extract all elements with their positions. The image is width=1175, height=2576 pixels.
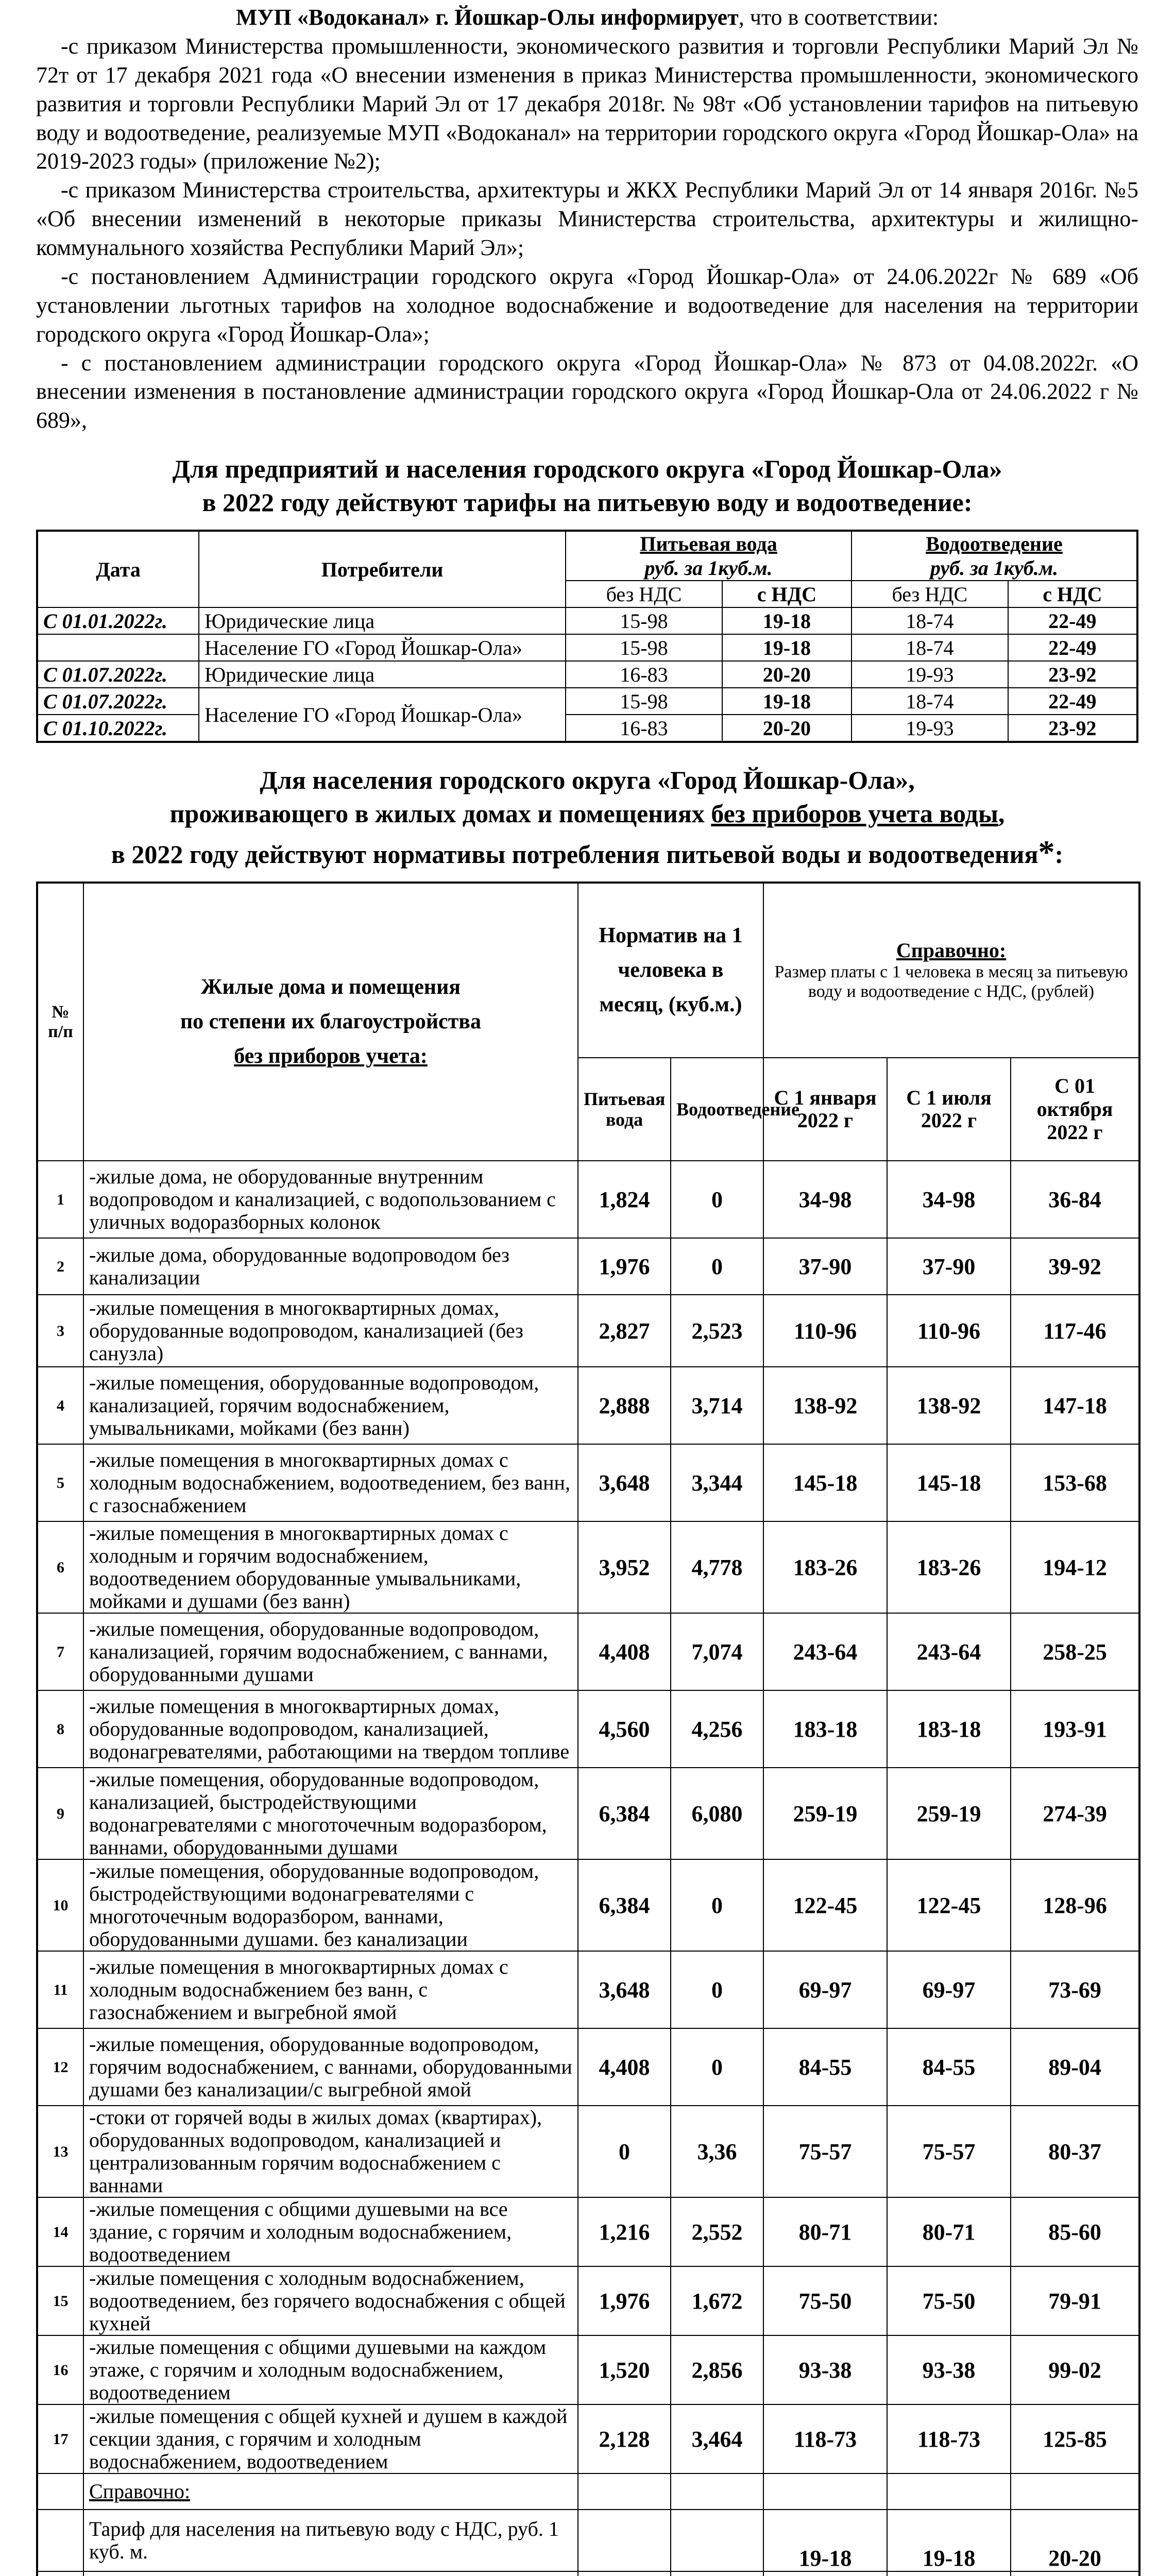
norm-row-oct: 85-60: [1011, 2197, 1139, 2266]
norms-heading-line2-a: проживающего в жилых домах и помещениях: [169, 799, 711, 828]
norm-row-sewer: 6,080: [671, 1768, 763, 1859]
norm-row-number: 11: [37, 1951, 83, 2028]
ref-row: [37, 2510, 1139, 2571]
tariff-water-no-vat: 15-98: [566, 607, 722, 634]
norm-row-jul: 34-98: [887, 1161, 1011, 1238]
norm-row-oct: 274-39: [1011, 1768, 1139, 1859]
norm-row-oct: 39-92: [1011, 1238, 1139, 1295]
norm-row-sewer: 2,552: [671, 2197, 763, 2266]
norm-row-sewer: 3,464: [671, 2404, 763, 2473]
tariff-row: [37, 634, 1137, 661]
norm-row: [37, 1521, 1139, 1613]
norm-row-sewer: 7,074: [671, 1613, 763, 1690]
tariff-row: [37, 661, 1137, 688]
norm-row-sewer: 4,778: [671, 1521, 763, 1613]
norm-row-sewer: 1,672: [671, 2266, 763, 2335]
norm-row-description: -жилые помещения, оборудованные водопроводом, горячим водоснабжением, с ваннами, оборудованными душами без канализации/с выгребной ямой: [83, 2028, 578, 2106]
norm-row: [37, 1161, 1139, 1238]
norms-col-num: № п/п: [37, 883, 83, 1161]
norm-row-jan: 183-18: [763, 1690, 887, 1768]
norm-row-jan: 122-45: [763, 1859, 887, 1951]
tariff-sewer-vat: 23-92: [1008, 661, 1137, 688]
norm-row-jul: 183-18: [887, 1690, 1011, 1768]
norm-row-water: 6,384: [578, 1768, 671, 1859]
tariff-date: [37, 634, 199, 661]
tariffs-water-vat: с НДС: [722, 581, 852, 607]
tariff-sewer-no-vat: 18-74: [852, 634, 1008, 661]
tariff-sewer-vat: 23-92: [1008, 715, 1137, 742]
tariffs-sewer-no-vat: без НДС: [852, 581, 1008, 607]
tariff-sewer-no-vat: 19-93: [852, 661, 1008, 688]
tariff-consumer: Население ГО «Город Йошкар-Ола»: [199, 634, 566, 661]
norm-row: [37, 2106, 1139, 2197]
norm-row-jan: 37-90: [763, 1238, 887, 1295]
norm-row-water: 2,128: [578, 2404, 671, 2473]
norm-row-number: 10: [37, 1859, 83, 1951]
norm-row-jul: 75-57: [887, 2106, 1011, 2197]
norm-row-number: 3: [37, 1295, 83, 1367]
norms-col-desc: [83, 883, 578, 1161]
ref-empty: [578, 2571, 671, 2576]
norms-col-ref-subtitle: Размер платы с 1 человека в месяц за питьевую воду и водоотведение с НДС, (рублей): [774, 962, 1128, 1002]
ref-label-row: [37, 2473, 1139, 2510]
norm-row-description: -жилые помещения в многоквартирных домах с холодным водоснабжением, водоотведением, без ванн, с газоснабжением: [83, 1444, 578, 1521]
norm-row-number: 2: [37, 1238, 83, 1295]
norm-row: [37, 1444, 1139, 1521]
tariffs-col-water-unit: руб. за 1куб.м.: [644, 556, 773, 580]
norm-row: [37, 2197, 1139, 2266]
tariffs-col-date: Дата: [37, 531, 199, 607]
ref-empty: [671, 2571, 763, 2576]
norms-col-desc-line1: Жилые дома и помещения: [200, 975, 461, 999]
norm-row-description: -жилые дома, не оборудованные внутренним водопроводом и канализацией, с водопользованием с уличных водоразборных колонок: [83, 1161, 578, 1238]
norm-row-water: 1,216: [578, 2197, 671, 2266]
norm-row-sewer: 0: [671, 2028, 763, 2106]
tariffs-table: [36, 530, 1138, 743]
norm-row-number: 12: [37, 2028, 83, 2106]
tariff-row: [37, 607, 1137, 634]
norm-row-jul: 93-38: [887, 2335, 1011, 2404]
norm-row-jan: 34-98: [763, 1161, 887, 1238]
tariff-water-vat: 19-18: [722, 607, 852, 634]
norm-row-oct: 194-12: [1011, 1521, 1139, 1613]
norm-row-jul: 122-45: [887, 1859, 1011, 1951]
tariff-water-vat: 20-20: [722, 661, 852, 688]
norm-row-sewer: 4,256: [671, 1690, 763, 1768]
norms-heading-line3-text: в 2022 году действуют нормативы потребления питьевой воды и водоотведения: [111, 840, 1038, 869]
norm-row-jan: 118-73: [763, 2404, 887, 2473]
norm-row-number: 4: [37, 1367, 83, 1444]
norm-row-water: 3,952: [578, 1521, 671, 1613]
intro-paragraph-2: -с приказом Министерства строительства, архитектуры и ЖКХ Республики Марий Эл от 14 января 2016г. №5 «Об внесении изменений в некоторые приказы Министерства строительства, архитектуры и жилищно-коммунального хозяйства Республики Марий Эл»;: [36, 177, 1138, 260]
tariff-row: [37, 688, 1137, 715]
norm-row: [37, 1238, 1139, 1295]
norm-row-jan: 75-57: [763, 2106, 887, 2197]
norm-row-oct: 80-37: [1011, 2106, 1139, 2197]
intro-paragraph-4: - с постановлением администрации городского округа «Город Йошкар-Ола» № 873 от 04.08.2022г. «О внесении изменения в постановление администрации городского округа «Город Йошкар-Ола от 24.06.2022 г № 689»,: [36, 350, 1138, 433]
tariff-date: С 01.10.2022г.: [37, 715, 199, 742]
ref-empty: [37, 2473, 83, 2510]
tariffs-heading: [36, 452, 1138, 519]
norm-row-oct: 193-91: [1011, 1690, 1139, 1768]
norm-row-sewer: 3,36: [671, 2106, 763, 2197]
tariff-date: С 01.07.2022г.: [37, 661, 199, 688]
norm-row-description: -стоки от горячей воды в жилых домах (квартирах), оборудованных водопроводом, канализацией и централизованным горячим водоснабжением с ваннами: [83, 2106, 578, 2197]
norm-row-description: -жилые помещения, оборудованные водопроводом, быстродействующими водонагревателями с многоточечным водоразбором, ваннами, оборудованными душами. без канализации: [83, 1859, 578, 1951]
ref-row-jul: [887, 2571, 1011, 2576]
norm-row-number: 16: [37, 2335, 83, 2404]
tariffs-heading-line1: Для предприятий и населения городского округа «Город Йошкар-Ола»: [172, 454, 1002, 484]
ref-empty: [671, 2473, 763, 2510]
norms-heading: [36, 764, 1138, 873]
tariff-sewer-no-vat: 18-74: [852, 607, 1008, 634]
norm-row-oct: 36-84: [1011, 1161, 1139, 1238]
norm-row-jul: 118-73: [887, 2404, 1011, 2473]
norm-row: [37, 1951, 1139, 2028]
norms-col-jul: С 1 июля 2022 г: [887, 1058, 1011, 1161]
norm-row-sewer: 2,856: [671, 2335, 763, 2404]
intro-lead: [36, 3, 1138, 32]
tariff-water-vat: 19-18: [722, 688, 852, 715]
tariffs-col-water-title: Питьевая вода: [640, 532, 777, 556]
norm-row-water: 1,976: [578, 1238, 671, 1295]
norm-row-description: -жилые помещения в многоквартирных домах с холодным и горячим водоснабжением, водоотведением оборудованные умывальниками, мойками и душами (без ванн): [83, 1521, 578, 1613]
norm-row-water: 4,408: [578, 1613, 671, 1690]
norm-row-description: -жилые помещения, оборудованные водопроводом, канализацией, горячим водоснабжением, с ваннами, оборудованными душами: [83, 1613, 578, 1690]
ref-empty: [37, 2571, 83, 2576]
tariff-water-no-vat: 16-83: [566, 661, 722, 688]
norm-row: [37, 2266, 1139, 2335]
norms-col-norm: Норматив на 1 человека в месяц, (куб.м.): [578, 883, 763, 1058]
norm-row-number: 7: [37, 1613, 83, 1690]
norm-row-water: 4,560: [578, 1690, 671, 1768]
norm-row-jul: 183-26: [887, 1521, 1011, 1613]
norms-heading-star: *: [1038, 834, 1055, 871]
ref-row-oct: 20-20: [1011, 2510, 1139, 2571]
ref-empty: [887, 2473, 1011, 2510]
intro-section: [36, 3, 1138, 435]
norm-row-water: 1,976: [578, 2266, 671, 2335]
norm-row: [37, 2028, 1139, 2106]
ref-empty: [763, 2473, 887, 2510]
ref-row-oct: [1011, 2571, 1139, 2576]
norm-row-jan: 145-18: [763, 1444, 887, 1521]
tariffs-col-consumers: Потребители: [199, 531, 566, 607]
ref-row-description: [83, 2571, 578, 2576]
norm-row-jul: 37-90: [887, 1238, 1011, 1295]
norm-row-jul: 110-96: [887, 1295, 1011, 1367]
norm-row-jan: 93-38: [763, 2335, 887, 2404]
norms-heading-line1: Для населения городского округа «Город Йошкар-Ола»,: [260, 766, 915, 795]
tariff-sewer-vat: 22-49: [1008, 634, 1137, 661]
norm-row: [37, 1613, 1139, 1690]
norm-row-description: -жилые помещения с общими душевыми на все здание, с горячим и холодным водоснабжением, водоотведением: [83, 2197, 578, 2266]
norm-row-jul: 259-19: [887, 1768, 1011, 1859]
norm-row-description: -жилые помещения с холодным водоснабжением, водоотведением, без горячего водоснабжения с общей кухней: [83, 2266, 578, 2335]
ref-empty: [578, 2473, 671, 2510]
norm-row-water: 3,648: [578, 1951, 671, 2028]
norm-row-sewer: 0: [671, 1238, 763, 1295]
norm-row-oct: 147-18: [1011, 1367, 1139, 1444]
norm-row-description: -жилые помещения, оборудованные водопроводом, канализацией, горячим водоснабжением, умывальниками, мойками (без ванн): [83, 1367, 578, 1444]
ref-row-jan: 19-18: [763, 2510, 887, 2571]
norms-col-jan: С 1 января 2022 г: [763, 1058, 887, 1161]
norm-row-oct: 73-69: [1011, 1951, 1139, 2028]
norm-row-description: -жилые помещения в многоквартирных домах, оборудованные водопроводом, канализацией, водонагревателями, работающими на твердом топливе: [83, 1690, 578, 1768]
norm-row-description: -жилые помещения в многоквартирных домах с холодным водоснабжением без ванн, с газоснабжением и выгребной ямой: [83, 1951, 578, 2028]
tariff-date: С 01.07.2022г.: [37, 688, 199, 715]
norm-row-jul: 145-18: [887, 1444, 1011, 1521]
norm-row-number: 9: [37, 1768, 83, 1859]
tariffs-col-sewer-unit: руб. за 1куб.м.: [930, 556, 1059, 580]
norm-row-water: 4,408: [578, 2028, 671, 2106]
norm-row: [37, 1367, 1139, 1444]
norm-row-jan: 259-19: [763, 1768, 887, 1859]
norm-row-oct: 79-91: [1011, 2266, 1139, 2335]
ref-empty: [671, 2510, 763, 2571]
norm-row-description: -жилые дома, оборудованные водопроводом без канализации: [83, 1238, 578, 1295]
norm-row: [37, 1295, 1139, 1367]
intro-paragraph-3: -с постановлением Администрации городского округа «Город Йошкар-Ола» от 24.06.2022г № 689 «Об установлении льготных тарифов на холодное водоснабжение и водоотведение для населения на территории городского округа «Город Йошкар-Ола»;: [36, 263, 1138, 347]
norm-row: [37, 1690, 1139, 1768]
norms-heading-line2-b: без приборов учета воды: [711, 799, 998, 828]
tariff-sewer-vat: 22-49: [1008, 607, 1137, 634]
ref-empty: [37, 2510, 83, 2571]
norm-row-number: 6: [37, 1521, 83, 1613]
norms-heading-line2: [36, 797, 1138, 831]
org-name: МУП «Водоканал» г. Йошкар-Олы информирует: [235, 5, 739, 30]
tariffs-sewer-vat: с НДС: [1008, 581, 1137, 607]
norm-row-water: 1,824: [578, 1161, 671, 1238]
norm-row-jan: 243-64: [763, 1613, 887, 1690]
norm-row-sewer: 3,714: [671, 1367, 763, 1444]
tariff-sewer-no-vat: 18-74: [852, 688, 1008, 715]
ref-label: Справочно:: [83, 2473, 578, 2510]
tariff-water-no-vat: 15-98: [566, 634, 722, 661]
tariffs-col-water: [566, 531, 852, 581]
norm-row-oct: 117-46: [1011, 1295, 1139, 1367]
norm-row-description: -жилые помещения, оборудованные водопроводом, канализацией, быстродействующими водонагревателями с многоточечным водоразбором, ваннами, оборудованными душами: [83, 1768, 578, 1859]
norm-row-sewer: 2,523: [671, 1295, 763, 1367]
norm-row: [37, 2335, 1139, 2404]
norm-row: [37, 1768, 1139, 1859]
tariff-water-vat: 20-20: [722, 715, 852, 742]
ref-empty: [1011, 2473, 1139, 2510]
norm-row-number: 17: [37, 2404, 83, 2473]
tariff-consumer: Юридические лица: [199, 607, 566, 634]
norm-row-jan: 138-92: [763, 1367, 887, 1444]
ref-row: [37, 2571, 1139, 2576]
tariff-sewer-vat: 22-49: [1008, 688, 1137, 715]
norm-row-water: 0: [578, 2106, 671, 2197]
norm-row-sewer: 0: [671, 1161, 763, 1238]
tariff-consumer: Юридические лица: [199, 661, 566, 688]
norm-row-jan: 110-96: [763, 1295, 887, 1367]
norm-row-water: 1,520: [578, 2335, 671, 2404]
tariff-water-no-vat: 16-83: [566, 715, 722, 742]
tariffs-col-sewer-title: Водоотведение: [926, 532, 1063, 556]
norms-col-sewer: Водоотведение: [671, 1058, 763, 1161]
norm-row-oct: 125-85: [1011, 2404, 1139, 2473]
norm-row: [37, 1859, 1139, 1951]
ref-empty: [578, 2510, 671, 2571]
norm-row-sewer: 0: [671, 1951, 763, 2028]
intro-lead-rest: , что в соответствии:: [738, 5, 939, 30]
norm-row-number: 1: [37, 1161, 83, 1238]
norm-row-number: 15: [37, 2266, 83, 2335]
norms-col-ref: [763, 883, 1139, 1058]
norm-row-oct: 128-96: [1011, 1859, 1139, 1951]
norm-row-jul: 75-50: [887, 2266, 1011, 2335]
norm-row-jul: 243-64: [887, 1613, 1011, 1690]
norm-row-number: 14: [37, 2197, 83, 2266]
norm-row: [37, 2404, 1139, 2473]
norms-table: [36, 882, 1140, 2576]
norm-row-oct: 99-02: [1011, 2335, 1139, 2404]
norms-heading-line3: в 2022 году действуют нормативы потребления питьевой воды и водоотведения*:: [111, 834, 1064, 871]
tariffs-col-sewer: [852, 531, 1137, 581]
norm-row-oct: 153-68: [1011, 1444, 1139, 1521]
norm-row-number: 8: [37, 1690, 83, 1768]
norm-row-jan: 183-26: [763, 1521, 887, 1613]
tariff-date: С 01.01.2022г.: [37, 607, 199, 634]
norm-row-jul: 69-97: [887, 1951, 1011, 2028]
norms-col-oct: С 01 октября 2022 г: [1011, 1058, 1139, 1161]
ref-row-jul: 19-18: [887, 2510, 1011, 2571]
norms-col-desc-line2: по степени их благоустройства: [180, 1010, 481, 1034]
ref-row-jan: [763, 2571, 887, 2576]
norm-row-sewer: 3,344: [671, 1444, 763, 1521]
tariff-sewer-no-vat: 19-93: [852, 715, 1008, 742]
norm-row-water: 2,827: [578, 1295, 671, 1367]
norm-row-water: 6,384: [578, 1859, 671, 1951]
norm-row-jul: 138-92: [887, 1367, 1011, 1444]
norm-row-jul: 80-71: [887, 2197, 1011, 2266]
tariffs-heading-line2: в 2022 году действуют тарифы на питьевую воду и водоотведение:: [202, 488, 973, 517]
norms-col-desc-line3: без приборов учета:: [234, 1044, 428, 1069]
norm-row-number: 13: [37, 2106, 83, 2197]
norm-row-number: 5: [37, 1444, 83, 1521]
tariff-water-vat: 19-18: [722, 634, 852, 661]
tariff-consumer: Население ГО «Город Йошкар-Ола»: [199, 688, 566, 742]
norm-row-oct: 258-25: [1011, 1613, 1139, 1690]
norm-row-description: -жилые помещения в многоквартирных домах, оборудованные водопроводом, канализацией (без санузла): [83, 1295, 578, 1367]
norm-row-jan: 84-55: [763, 2028, 887, 2106]
norm-row-oct: 89-04: [1011, 2028, 1139, 2106]
norm-row-jan: 75-50: [763, 2266, 887, 2335]
norms-heading-line2-c: ,: [998, 799, 1005, 828]
norm-row-jan: 69-97: [763, 1951, 887, 2028]
intro-paragraph-1: -с приказом Министерства промышленности, экономического развития и торговли Республики Марий Эл № 72т от 17 декабря 2021 года «О внесении изменения в приказ Министерства промышленности, экономического развития и торговли Республики Марий Эл от 17 декабря 2018г. № 98т «Об установлении тарифов на питьевую воду и водоотведение, реализуемые МУП «Водоканал» на территории городского округа «Город Йошкар-Ола» на 2019-2023 годы» (приложение №2);: [36, 33, 1138, 174]
norms-col-ref-title: Справочно:: [896, 939, 1007, 962]
norm-row-water: 3,648: [578, 1444, 671, 1521]
norm-row-jul: 84-55: [887, 2028, 1011, 2106]
ref-row-description: Тариф для населения на питьевую воду с НДС, руб. 1 куб. м.: [83, 2510, 578, 2571]
norm-row-water: 2,888: [578, 1367, 671, 1444]
norms-col-water: Питьевая вода: [578, 1058, 671, 1161]
norm-row-sewer: 0: [671, 1859, 763, 1951]
norm-row-jan: 80-71: [763, 2197, 887, 2266]
tariffs-water-no-vat: без НДС: [566, 581, 722, 607]
tariff-water-no-vat: 15-98: [566, 688, 722, 715]
norm-row-description: -жилые помещения с общей кухней и душем в каждой секции здания, с горячим и холодным водоснабжением, водоотведением: [83, 2404, 578, 2473]
norm-row-description: -жилые помещения с общими душевыми на каждом этаже, с горячим и холодным водоснабжением, водоотведением: [83, 2335, 578, 2404]
document-page: [36, 0, 1138, 2576]
